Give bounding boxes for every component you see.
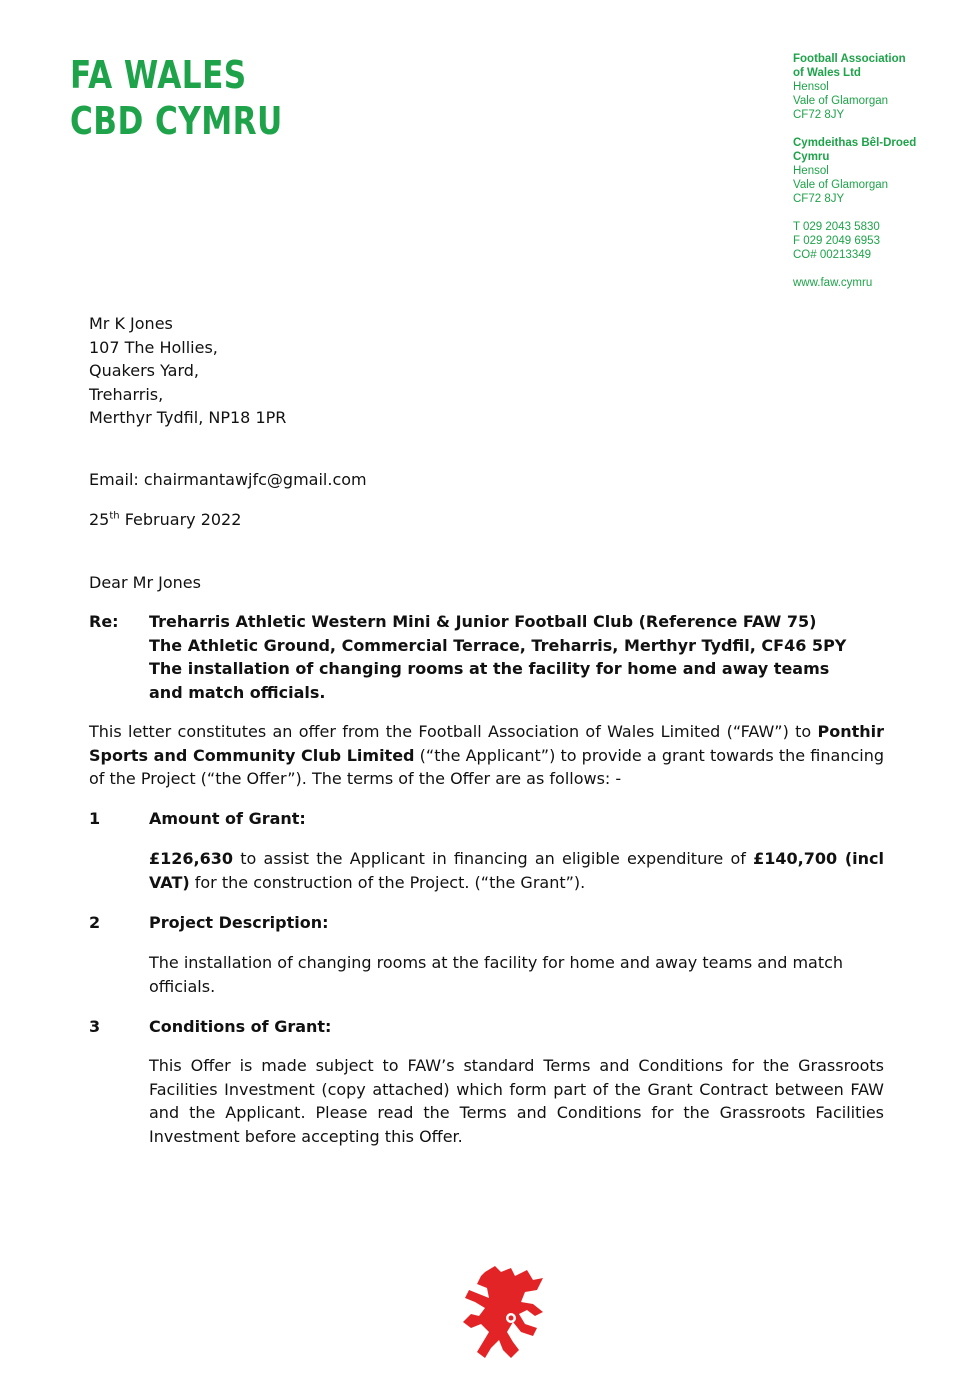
address-cy-line: Hensol bbox=[793, 165, 829, 177]
re-subject bbox=[149, 610, 889, 704]
letterhead-address bbox=[793, 52, 973, 290]
faw-logo bbox=[70, 52, 283, 144]
intro-text: This letter constitutes an offer from the Football Association of Wales Limited (“FAW”) to bbox=[89, 722, 818, 741]
date-day: 25 bbox=[89, 510, 110, 529]
logo-line-2: CBD CYMRU bbox=[70, 99, 283, 143]
section-heading: Conditions of Grant: bbox=[149, 1017, 332, 1036]
recipient-line: Quakers Yard, bbox=[89, 361, 199, 380]
recipient-address bbox=[89, 312, 286, 430]
website-link[interactable]: www.faw.cymru bbox=[793, 277, 873, 289]
re-line: The Athletic Ground, Commercial Terrace, Treharris, Merthyr Tydfil, CF46 5PY bbox=[149, 635, 847, 655]
address-en-line: Vale of Glamorgan bbox=[793, 95, 889, 107]
recipient-email: Email: chairmantawjfc@gmail.com bbox=[89, 470, 367, 489]
org-name-en-1: Football Association bbox=[793, 53, 906, 65]
recipient-line: Mr K Jones bbox=[89, 314, 173, 333]
salutation: Dear Mr Jones bbox=[89, 573, 201, 592]
eligible-expenditure: £140,700 (incl VAT) bbox=[149, 849, 885, 892]
section-heading: Project Description: bbox=[149, 913, 329, 932]
recipient-line: 107 The Hollies, bbox=[89, 337, 218, 357]
address-en-line: CF72 8JY bbox=[793, 109, 845, 121]
re-line: and match officials. bbox=[149, 682, 326, 702]
org-name-en-2: of Wales Ltd bbox=[793, 67, 861, 79]
phone-number: T 029 2043 5830 bbox=[793, 221, 880, 233]
grant-amount-paragraph bbox=[149, 847, 884, 894]
date-month-year: February 2022 bbox=[119, 510, 242, 529]
re-line: The installation of changing rooms at the facility for home and away teams bbox=[149, 659, 830, 678]
org-name-cy-2: Cymru bbox=[793, 151, 830, 163]
grant-amount: £126,630 bbox=[149, 849, 234, 868]
section-text: for the construction of the Project. (“the Grant”). bbox=[189, 872, 586, 892]
section-number: 3 bbox=[89, 1017, 101, 1036]
address-cy-line: CF72 8JY bbox=[793, 193, 845, 205]
section-heading: Amount of Grant: bbox=[149, 809, 306, 828]
intro-paragraph bbox=[89, 720, 884, 791]
recipient-line: Merthyr Tydfil, NP18 1PR bbox=[89, 408, 287, 427]
section-number: 1 bbox=[89, 809, 101, 828]
welsh-dragon-icon bbox=[455, 1262, 547, 1362]
address-cy-line: Vale of Glamorgan bbox=[793, 179, 889, 191]
org-name-cy-1: Cymdeithas Bêl-Droed bbox=[793, 137, 917, 149]
re-line: Treharris Athletic Western Mini & Junior Football Club (Reference FAW 75) bbox=[149, 612, 817, 631]
conditions-paragraph: This Offer is made subject to FAW’s standard Terms and Conditions for the Grassroots Facilities Investment (copy attached) which form part of the Grant Contract between FAW and the Applicant. Please read the Terms and Conditions for the Grassroots Facilities Investment before accepting this Offer. bbox=[149, 1056, 884, 1146]
re-label: Re: bbox=[89, 612, 119, 631]
section-text: to assist the Applicant in financing an eligible expenditure of bbox=[233, 849, 754, 868]
applicant-name: Ponthir Sports and Community Club Limited bbox=[89, 722, 884, 765]
date-suffix: th bbox=[109, 510, 120, 522]
fax-number: F 029 2049 6953 bbox=[793, 235, 880, 247]
company-number: CO# 00213349 bbox=[793, 249, 872, 261]
address-en-line: Hensol bbox=[793, 81, 829, 93]
intro-text: (“the Applicant”) to provide a grant towards the financing of the Project (“the Offer”). The terms of the Offer are as follows: - bbox=[89, 745, 884, 788]
letter-date bbox=[89, 508, 241, 532]
recipient-line: Treharris, bbox=[89, 384, 164, 404]
project-description: The installation of changing rooms at the facility for home and away teams and match officials. bbox=[149, 953, 844, 996]
section-number: 2 bbox=[89, 913, 101, 932]
logo-line-1: FA WALES bbox=[70, 53, 247, 97]
